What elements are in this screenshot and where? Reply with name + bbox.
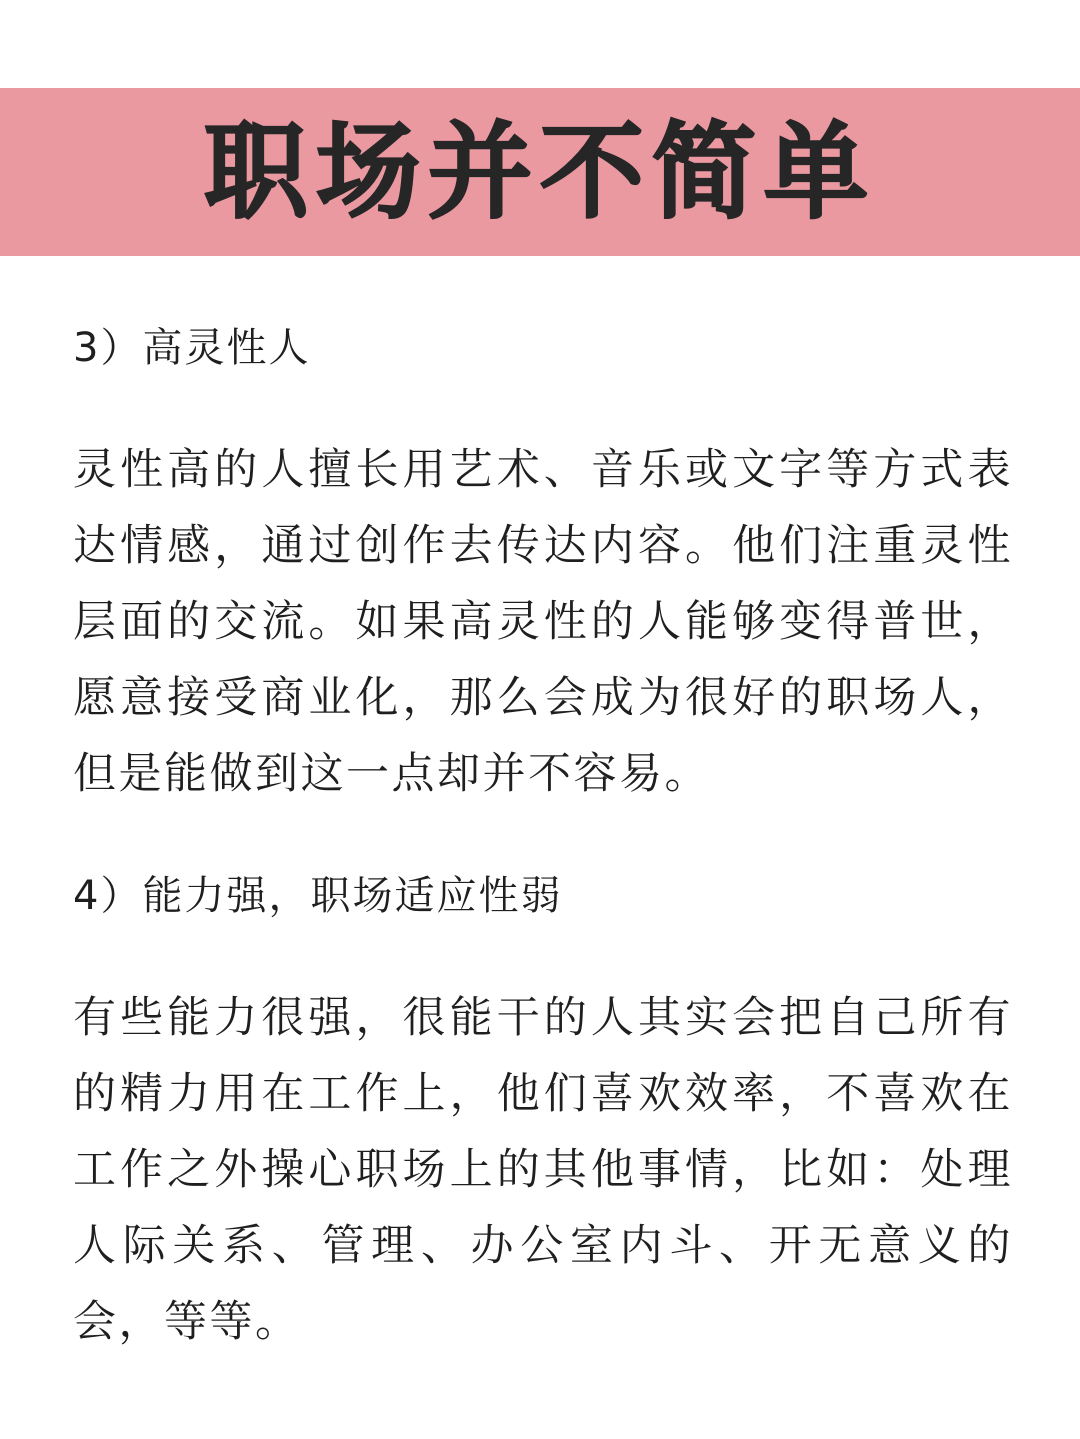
page-title: 职场并不简单 <box>203 111 876 233</box>
title-banner <box>0 88 1080 256</box>
section-paragraph-4: 有些能力很强，很能干的人其实会把自己所有的精力用在工作上，他们喜欢效率，不喜欢在工作之外操心职场上的其他事情，比如：处理人际关系、管理、办公室内斗、开无意义的会，等等。 <box>73 993 1013 1347</box>
article-body <box>73 310 1013 1360</box>
section-paragraph-3: 灵性高的人擅长用艺术、音乐或文字等方式表达情感，通过创作去传达内容。他们注重灵性层面的交流。如果高灵性的人能够变得普世，愿意接受商业化，那么会成为很好的职场人，但是能做到这一点却并不容易。 <box>73 445 1013 799</box>
section-heading-3: 3）高灵性人 <box>73 325 311 371</box>
section-heading-4: 4）能力强，职场适应性弱 <box>73 873 563 919</box>
